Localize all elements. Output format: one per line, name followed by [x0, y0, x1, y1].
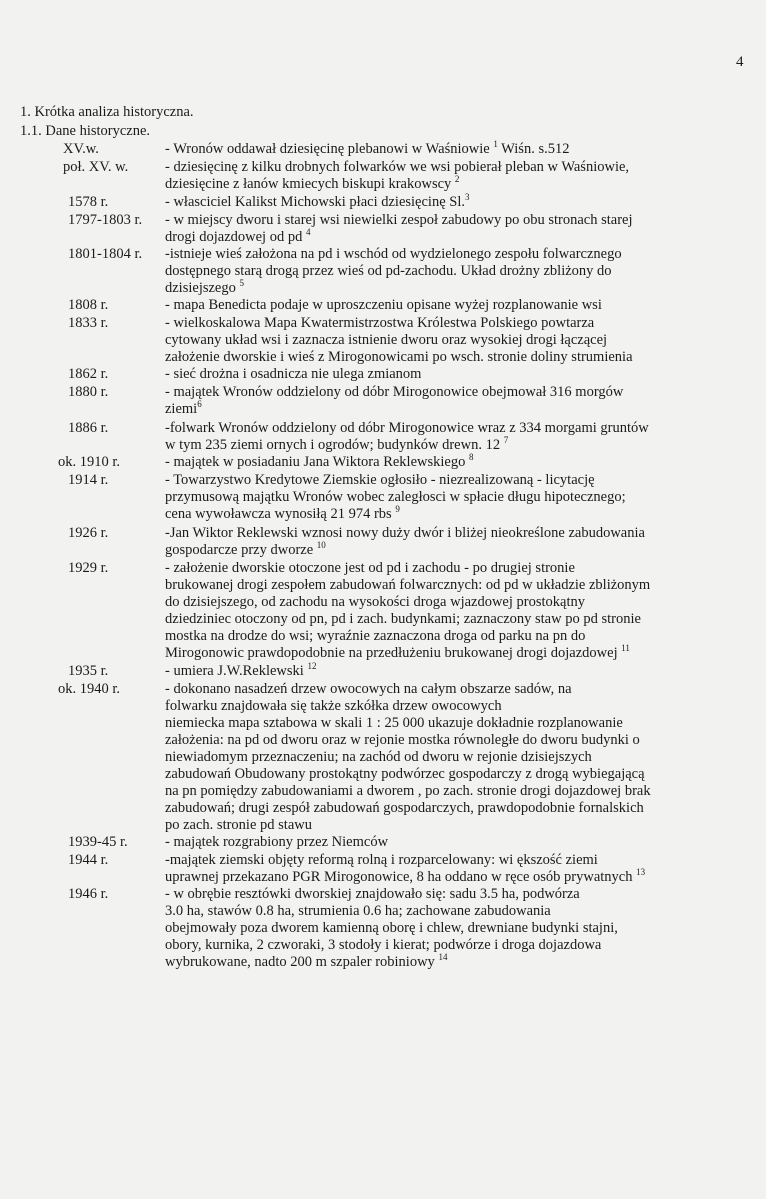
- entry-date: 1797-1803 r.: [68, 212, 143, 228]
- entry-description: [165, 297, 745, 314]
- entry-line: - sieć drożna i osadnicza nie ulega zmianom: [165, 366, 422, 382]
- entry-date: XV.w.: [63, 141, 99, 157]
- entry-line: - majątek Wronów oddzielony od dóbr Mirogonowice obejmował 316 morgów: [165, 384, 624, 400]
- entry-line: do dzisiejszego, od zachodu na wysokości droga wjazdowej prostokątny: [165, 594, 585, 610]
- entry-line: - Wronów oddawał dziesięcinę plebanowi w Waśniowie $^1$ Wiśn. s.512: [165, 139, 570, 157]
- entry-date: ok. 1940 r.: [58, 681, 121, 697]
- entry-description: [165, 834, 745, 851]
- entry-date: 1935 r.: [68, 663, 109, 679]
- entry-description: [165, 420, 745, 454]
- entry-description: [165, 246, 745, 297]
- entry-line: niewiadomym przeznaczeniu; na zachód od dworu w rejonie dzisiejszych: [165, 749, 592, 765]
- entry-date: 1578 r.: [68, 194, 109, 210]
- timeline-entry: [0, 366, 766, 383]
- entry-line: -majątek ziemski objęty reformą rolną i rozparcelowany: wi ększość ziemi: [165, 852, 598, 868]
- entry-line: zabudowań Obudowany prostokątny podwórzec gospodarczy z drogą wybiegającą: [165, 766, 645, 782]
- entry-line: -istnieje wieś założona na pd i wschód od wydzielonego zespołu folwarcznego: [165, 246, 622, 262]
- footnote-ref: 3: [465, 192, 470, 203]
- entry-date: 1862 r.: [68, 366, 109, 382]
- entry-description: [165, 454, 745, 471]
- entry-description: [165, 141, 745, 158]
- entry-line: 3.0 ha, stawów 0.8 ha, strumienia 0.6 ha; zachowane zabudowania: [165, 903, 551, 919]
- footnote-ref: 4: [305, 227, 311, 238]
- entry-line: - dziesięcinę z kilku drobnych folwarków we wsi pobierał pleban w Waśniowie,: [165, 159, 630, 175]
- entry-date: ok. 1910 r.: [58, 454, 121, 470]
- entry-date: 1808 r.: [68, 297, 109, 313]
- entry-line: niemiecka mapa sztabowa w skali 1 : 25 000 ukazuje dokładnie rozplanowanie: [165, 715, 623, 731]
- entry-line: - w obrębie resztówki dworskiej znajdowało się: sadu 3.5 ha, podwórza: [165, 886, 580, 902]
- timeline-entry: [0, 315, 766, 366]
- entry-date: 1929 r.: [68, 560, 109, 576]
- entry-line: - wielkoskalowa Mapa Kwatermistrzostwa Królestwa Polskiego powtarza: [165, 315, 595, 331]
- timeline-entry: [0, 886, 766, 971]
- timeline-entry: [0, 852, 766, 886]
- entry-date: 1886 r.: [68, 420, 109, 436]
- entry-line: - majątek rozgrabiony przez Niemców: [165, 834, 389, 850]
- timeline-entry: [0, 246, 766, 297]
- timeline-entry: [0, 560, 766, 662]
- entry-date: 1880 r.: [68, 384, 109, 400]
- entry-line: drogi dojazdowej od pd $^4$: [165, 227, 311, 245]
- entry-line: mostka na drodze do wsi; wyraźnie zaznaczona droga od parku na pn do: [165, 628, 586, 644]
- entry-line: uprawnej przekazano PGR Mirogonowice, 8 ha oddano w ręce osób prywatnych $^{13}$: [165, 867, 646, 885]
- footnote-ref: 13: [636, 867, 646, 878]
- entry-line: obory, kurnika, 2 czworaki, 3 stodoły i kierat; podwórze i droga dojazdowa: [165, 937, 602, 953]
- entry-line: po zach. stronie pd stawu: [165, 817, 312, 833]
- entry-line: - w miejscy dworu i starej wsi niewielki zespoł zabudowy po obu stronach starej: [165, 212, 633, 228]
- entry-date: poł. XV. w.: [63, 159, 129, 175]
- timeline-entry: [0, 212, 766, 246]
- entry-line: wybrukowane, nadto 200 m szpaler robiniowy $^{14}$: [165, 952, 448, 970]
- entry-description: [165, 472, 745, 523]
- entry-description: [165, 212, 745, 246]
- entry-date: 1944 r.: [68, 852, 109, 868]
- entry-line: zabudowań; drugi zespół zabudowań gospodarczych, prawdopodobnie fornalskich: [165, 800, 644, 816]
- entry-line: folwarku znajdowała się także szkółka drzew owocowych: [165, 698, 502, 714]
- entry-line: założenia: na pd od dworu oraz w rejonie mostka równoległe do dworu budynki o: [165, 732, 640, 748]
- entry-line: dziesięcine z łanów kmiecych biskupi krakowscy $^2$: [165, 174, 460, 192]
- timeline-entry: [0, 454, 766, 471]
- entry-line: brukowanej drogi zespołem zabudowań folwarcznych: od pd w układzie zbliżonym: [165, 577, 651, 593]
- footnote-ref: 14: [438, 952, 448, 963]
- entry-description: [165, 315, 745, 366]
- entry-line: - umiera J.W.Reklewski $^{12}$: [165, 661, 317, 679]
- section-heading: 1. Krótka analiza historyczna.: [20, 104, 194, 120]
- entry-date: 1939-45 r.: [68, 834, 128, 850]
- entry-description: [165, 194, 745, 211]
- entry-description: [165, 159, 745, 193]
- entry-description: [165, 663, 745, 680]
- entry-line: przymusową majątku Wronów wobec zaległosci w spłacie długu hipotecznego;: [165, 489, 626, 505]
- entry-description: [165, 384, 745, 418]
- footnote-ref: 8: [468, 452, 474, 463]
- entry-date: 1801-1804 r.: [68, 246, 143, 262]
- timeline-entry: [0, 384, 766, 418]
- footnote-ref: 6: [197, 399, 202, 410]
- entry-date: 1914 r.: [68, 472, 109, 488]
- entry-line: dostępnego starą drogą przez wieś od pd-zachodu. Układ drożny zbliżony do: [165, 263, 612, 279]
- entry-line: - dokonano nasadzeń drzew owocowych na całym obszarze sadów, na: [165, 681, 572, 697]
- timeline-entry: [0, 834, 766, 851]
- timeline-entry: [0, 472, 766, 523]
- timeline-entry: [0, 297, 766, 314]
- entry-line: - Towarzystwo Kredytowe Ziemskie ogłosiło - niezrealizowaną - licytację: [165, 472, 595, 488]
- entry-line: gospodarcze przy dworze $^{10}$: [165, 540, 326, 558]
- entry-line: - majątek w posiadaniu Jana Wiktora Reklewskiego $^8$: [165, 452, 474, 470]
- footnote-ref: 11: [621, 643, 630, 654]
- entry-description: [165, 560, 745, 662]
- entry-line: - mapa Benedicta podaje w uproszczeniu opisane wyżej rozplanowanie wsi: [165, 297, 602, 313]
- entry-line: na pn pomiędzy zabudowaniami a dworem , po zach. stronie drogi dojazdowej brak: [165, 783, 651, 799]
- entry-date: 1926 r.: [68, 525, 109, 541]
- entry-line: cena wywoławcza wynosiłą 21 974 rbs $^9$: [165, 504, 400, 522]
- entry-line: -folwark Wronów oddzielony od dóbr Mirogonowice wraz z 334 morgami gruntów: [165, 420, 649, 436]
- entry-line: cytowany układ wsi i zaznacza istnienie dworu oraz wysokiej drogi łączącej: [165, 332, 608, 348]
- entry-line: dzisiejszego $^5$: [165, 278, 244, 296]
- entry-description: [165, 681, 745, 834]
- timeline-entry: [0, 159, 766, 193]
- entry-line: założenie dworskie i wieś z Mirogonowicami po wsch. stronie doliny strumienia: [165, 349, 633, 365]
- footnote-ref: 5: [239, 278, 244, 289]
- subsection-heading: 1.1. Dane historyczne.: [20, 123, 151, 139]
- footnote-ref: 9: [395, 504, 400, 515]
- timeline-entry: [0, 663, 766, 680]
- chronology-list: [0, 141, 766, 971]
- timeline-entry: [0, 194, 766, 211]
- entry-line: - własciciel Kalikst Michowski płaci dziesięcinę Sl.$^3$: [165, 192, 470, 210]
- entry-line: obejmowały poza dworem kamienną oborę i chlew, drewniane budynki stajni,: [165, 920, 618, 936]
- footnote-ref: 12: [307, 661, 317, 672]
- entry-line: -Jan Wiktor Reklewski wznosi nowy duży dwór i bliżej nieokreślone zabudowania: [165, 525, 645, 541]
- entry-description: [165, 366, 745, 383]
- entry-description: [165, 852, 745, 886]
- entry-description: [165, 886, 745, 971]
- entry-line: - założenie dworskie otoczone jest od pd i zachodu - po drugiej stronie: [165, 560, 575, 576]
- entry-description: [165, 525, 745, 559]
- entry-date: 1833 r.: [68, 315, 109, 331]
- timeline-entry: [0, 681, 766, 834]
- footnote-ref: 2: [454, 174, 460, 185]
- entry-date: 1946 r.: [68, 886, 109, 902]
- entry-line: ziemi$^6$: [165, 399, 202, 417]
- footnote-ref: 7: [503, 435, 509, 446]
- entry-line: dziedziniec otoczony od pn, pd i zach. budynkami; zaznaczony staw po pd stronie: [165, 611, 641, 627]
- timeline-entry: [0, 525, 766, 559]
- entry-line: Mirogonowic prawdopodobnie na przedłużeniu brukowanej drogi dojazdowej $^{11}$: [165, 643, 630, 661]
- entry-line: w tym 235 ziemi ornych i ogrodów; budynków drewn. 12 $^7$: [165, 435, 509, 453]
- timeline-entry: [0, 420, 766, 454]
- page-number: 4: [736, 54, 744, 70]
- timeline-entry: [0, 141, 766, 158]
- footnote-ref: 1: [493, 139, 498, 150]
- footnote-ref: 10: [316, 540, 326, 551]
